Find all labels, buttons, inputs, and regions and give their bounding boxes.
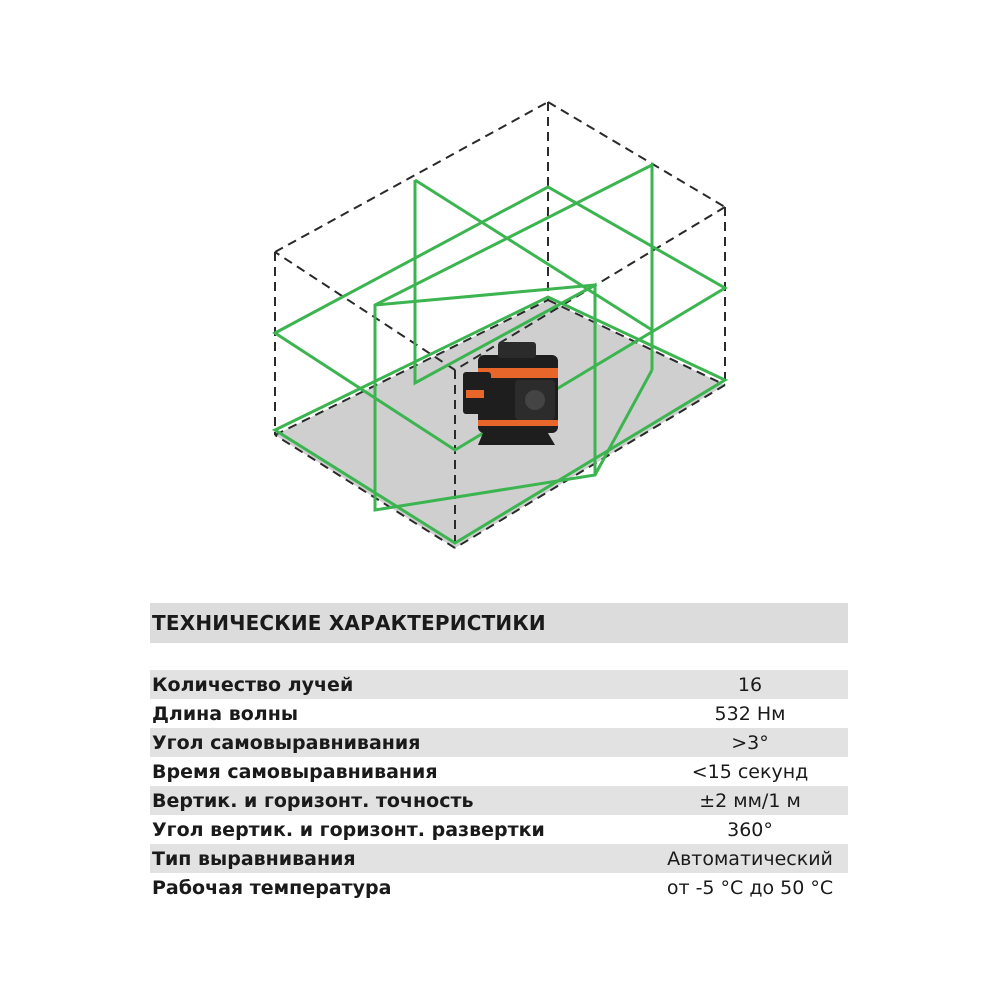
spec-value: >3° — [731, 731, 769, 754]
spec-label: Длина волны — [152, 702, 299, 725]
spec-value: 360° — [727, 818, 773, 841]
spec-label: Тип выравнивания — [152, 847, 356, 870]
specs-title: ТЕХНИЧЕСКИЕ ХАРАКТЕРИСТИКИ — [152, 611, 546, 635]
spec-label: Угол самовыравнивания — [152, 731, 421, 754]
spec-label: Количество лучей — [152, 673, 354, 696]
spec-value: 532 Нм — [714, 702, 786, 725]
spec-row-operating-temp — [150, 873, 848, 902]
spec-label: Угол вертик. и горизонт. развертки — [152, 818, 545, 841]
specs-table — [150, 670, 848, 902]
spec-row-leveling-type — [150, 844, 848, 873]
spec-value: <15 секунд — [691, 760, 809, 783]
spec-label: Вертик. и горизонт. точность — [152, 789, 474, 812]
spec-label: Время самовыравнивания — [152, 760, 438, 783]
spec-value: Автоматический — [667, 847, 833, 870]
spec-row-sweep-angle — [150, 815, 848, 844]
spec-value: от -5 °С до 50 °С — [666, 876, 834, 899]
spec-row-wavelength — [150, 699, 848, 728]
spec-label: Рабочая температура — [152, 876, 392, 899]
spec-row-self-leveling-time — [150, 757, 848, 786]
spec-row-accuracy — [150, 786, 848, 815]
spec-value: ±2 мм/1 м — [699, 789, 801, 812]
spec-row-self-leveling-angle — [150, 728, 848, 757]
spec-value: 16 — [737, 673, 763, 696]
spec-row-beams — [150, 670, 848, 699]
specs-header — [150, 603, 848, 643]
